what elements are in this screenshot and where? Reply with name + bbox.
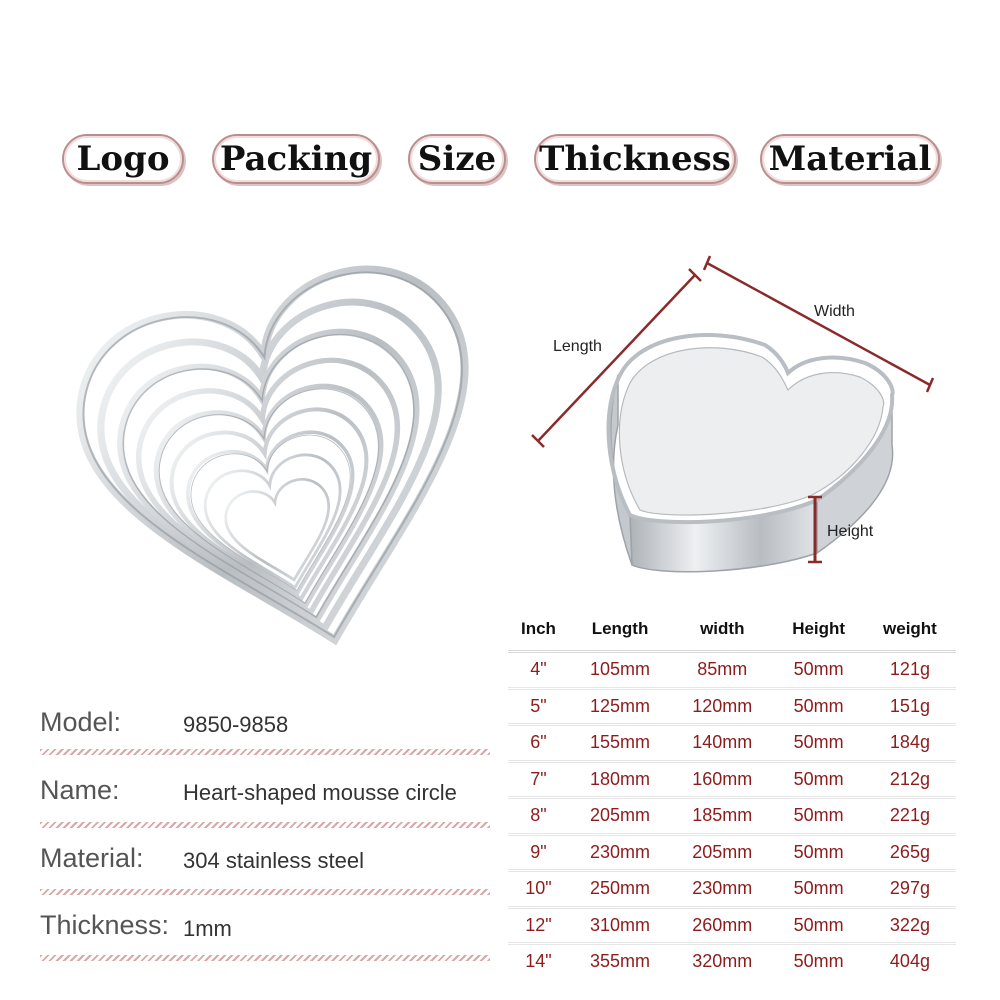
cell-length: 250mm [569,871,671,908]
height-label: Height [827,523,874,540]
cell-width: 160mm [671,761,773,798]
table-row [508,761,956,798]
cell-length: 180mm [569,761,671,798]
tab-material-label: Material [768,139,932,179]
cell-weight: 184g [864,725,956,762]
size-table [508,608,956,979]
cell-height: 50mm [773,798,863,835]
cell-inch: 5" [508,688,569,725]
cell-height: 50mm [773,688,863,725]
heart-dimension-diagram [520,255,980,600]
spec-model-value: 9850-9858 [183,712,289,737]
spec-name-value: Heart-shaped mousse circle [183,780,457,805]
cell-width: 140mm [671,725,773,762]
cell-inch: 10" [508,871,569,908]
cell-length: 155mm [569,725,671,762]
header-inch: Inch [520,619,556,638]
cell-weight: 265g [864,834,956,871]
divider [40,889,490,895]
table-row [508,871,956,908]
cell-width: 320mm [671,944,773,979]
table-header-row [508,608,956,652]
table-row [508,798,956,835]
tab-thickness-label: Thickness [539,139,731,179]
cell-inch: 7" [508,761,569,798]
cell-length: 205mm [569,798,671,835]
tab-packing-label: Packing [219,139,373,179]
spec-thickness-label: Thickness: [40,910,170,940]
nested-heart-rings-image [30,255,500,665]
spec-model-label: Model: [40,707,122,737]
cell-length: 105mm [569,652,671,689]
cell-length: 125mm [569,688,671,725]
cell-height: 50mm [773,834,863,871]
cell-height: 50mm [773,871,863,908]
tab-thickness[interactable] [534,134,736,184]
tab-logo-label: Logo [76,139,170,179]
tab-size[interactable] [408,134,506,184]
cell-height: 50mm [773,652,863,689]
cell-width: 205mm [671,834,773,871]
header-height: Height [792,619,846,638]
cell-inch: 6" [508,725,569,762]
cell-height: 50mm [773,944,863,979]
cell-height: 50mm [773,907,863,944]
cell-weight: 404g [864,944,956,979]
cell-height: 50mm [773,761,863,798]
spec-material-label: Material: [40,843,144,873]
tab-material[interactable] [760,134,940,184]
length-label: Length [553,338,602,355]
spec-material-value: 304 stainless steel [183,848,364,873]
cell-inch: 14" [508,944,569,979]
cell-width: 85mm [671,652,773,689]
header-length: Length [591,619,649,638]
cell-length: 355mm [569,944,671,979]
divider [40,955,490,961]
tab-size-label: Size [417,139,497,179]
cell-inch: 12" [508,907,569,944]
cell-length: 310mm [569,907,671,944]
cell-weight: 322g [864,907,956,944]
table-row [508,834,956,871]
table-row [508,652,956,689]
table-row [508,688,956,725]
divider [40,749,490,755]
width-label: Width [814,303,855,320]
cell-weight: 121g [864,652,956,689]
spec-name-label: Name: [40,775,120,805]
cell-width: 185mm [671,798,773,835]
header-width: width [700,619,745,638]
spec-thickness-value: 1mm [183,916,232,941]
cell-length: 230mm [569,834,671,871]
table-row [508,725,956,762]
table-row [508,944,956,979]
tab-logo[interactable] [62,134,184,184]
cell-inch: 9" [508,834,569,871]
cell-width: 120mm [671,688,773,725]
cell-weight: 212g [864,761,956,798]
table-row [508,907,956,944]
cell-width: 260mm [671,907,773,944]
tab-packing[interactable] [212,134,380,184]
cell-height: 50mm [773,725,863,762]
cell-inch: 8" [508,798,569,835]
cell-weight: 151g [864,688,956,725]
cell-inch: 4" [508,652,569,689]
cell-weight: 297g [864,871,956,908]
header-weight: weight [883,619,937,638]
cell-width: 230mm [671,871,773,908]
feature-tabs [62,134,942,184]
divider [40,822,490,828]
cell-weight: 221g [864,798,956,835]
